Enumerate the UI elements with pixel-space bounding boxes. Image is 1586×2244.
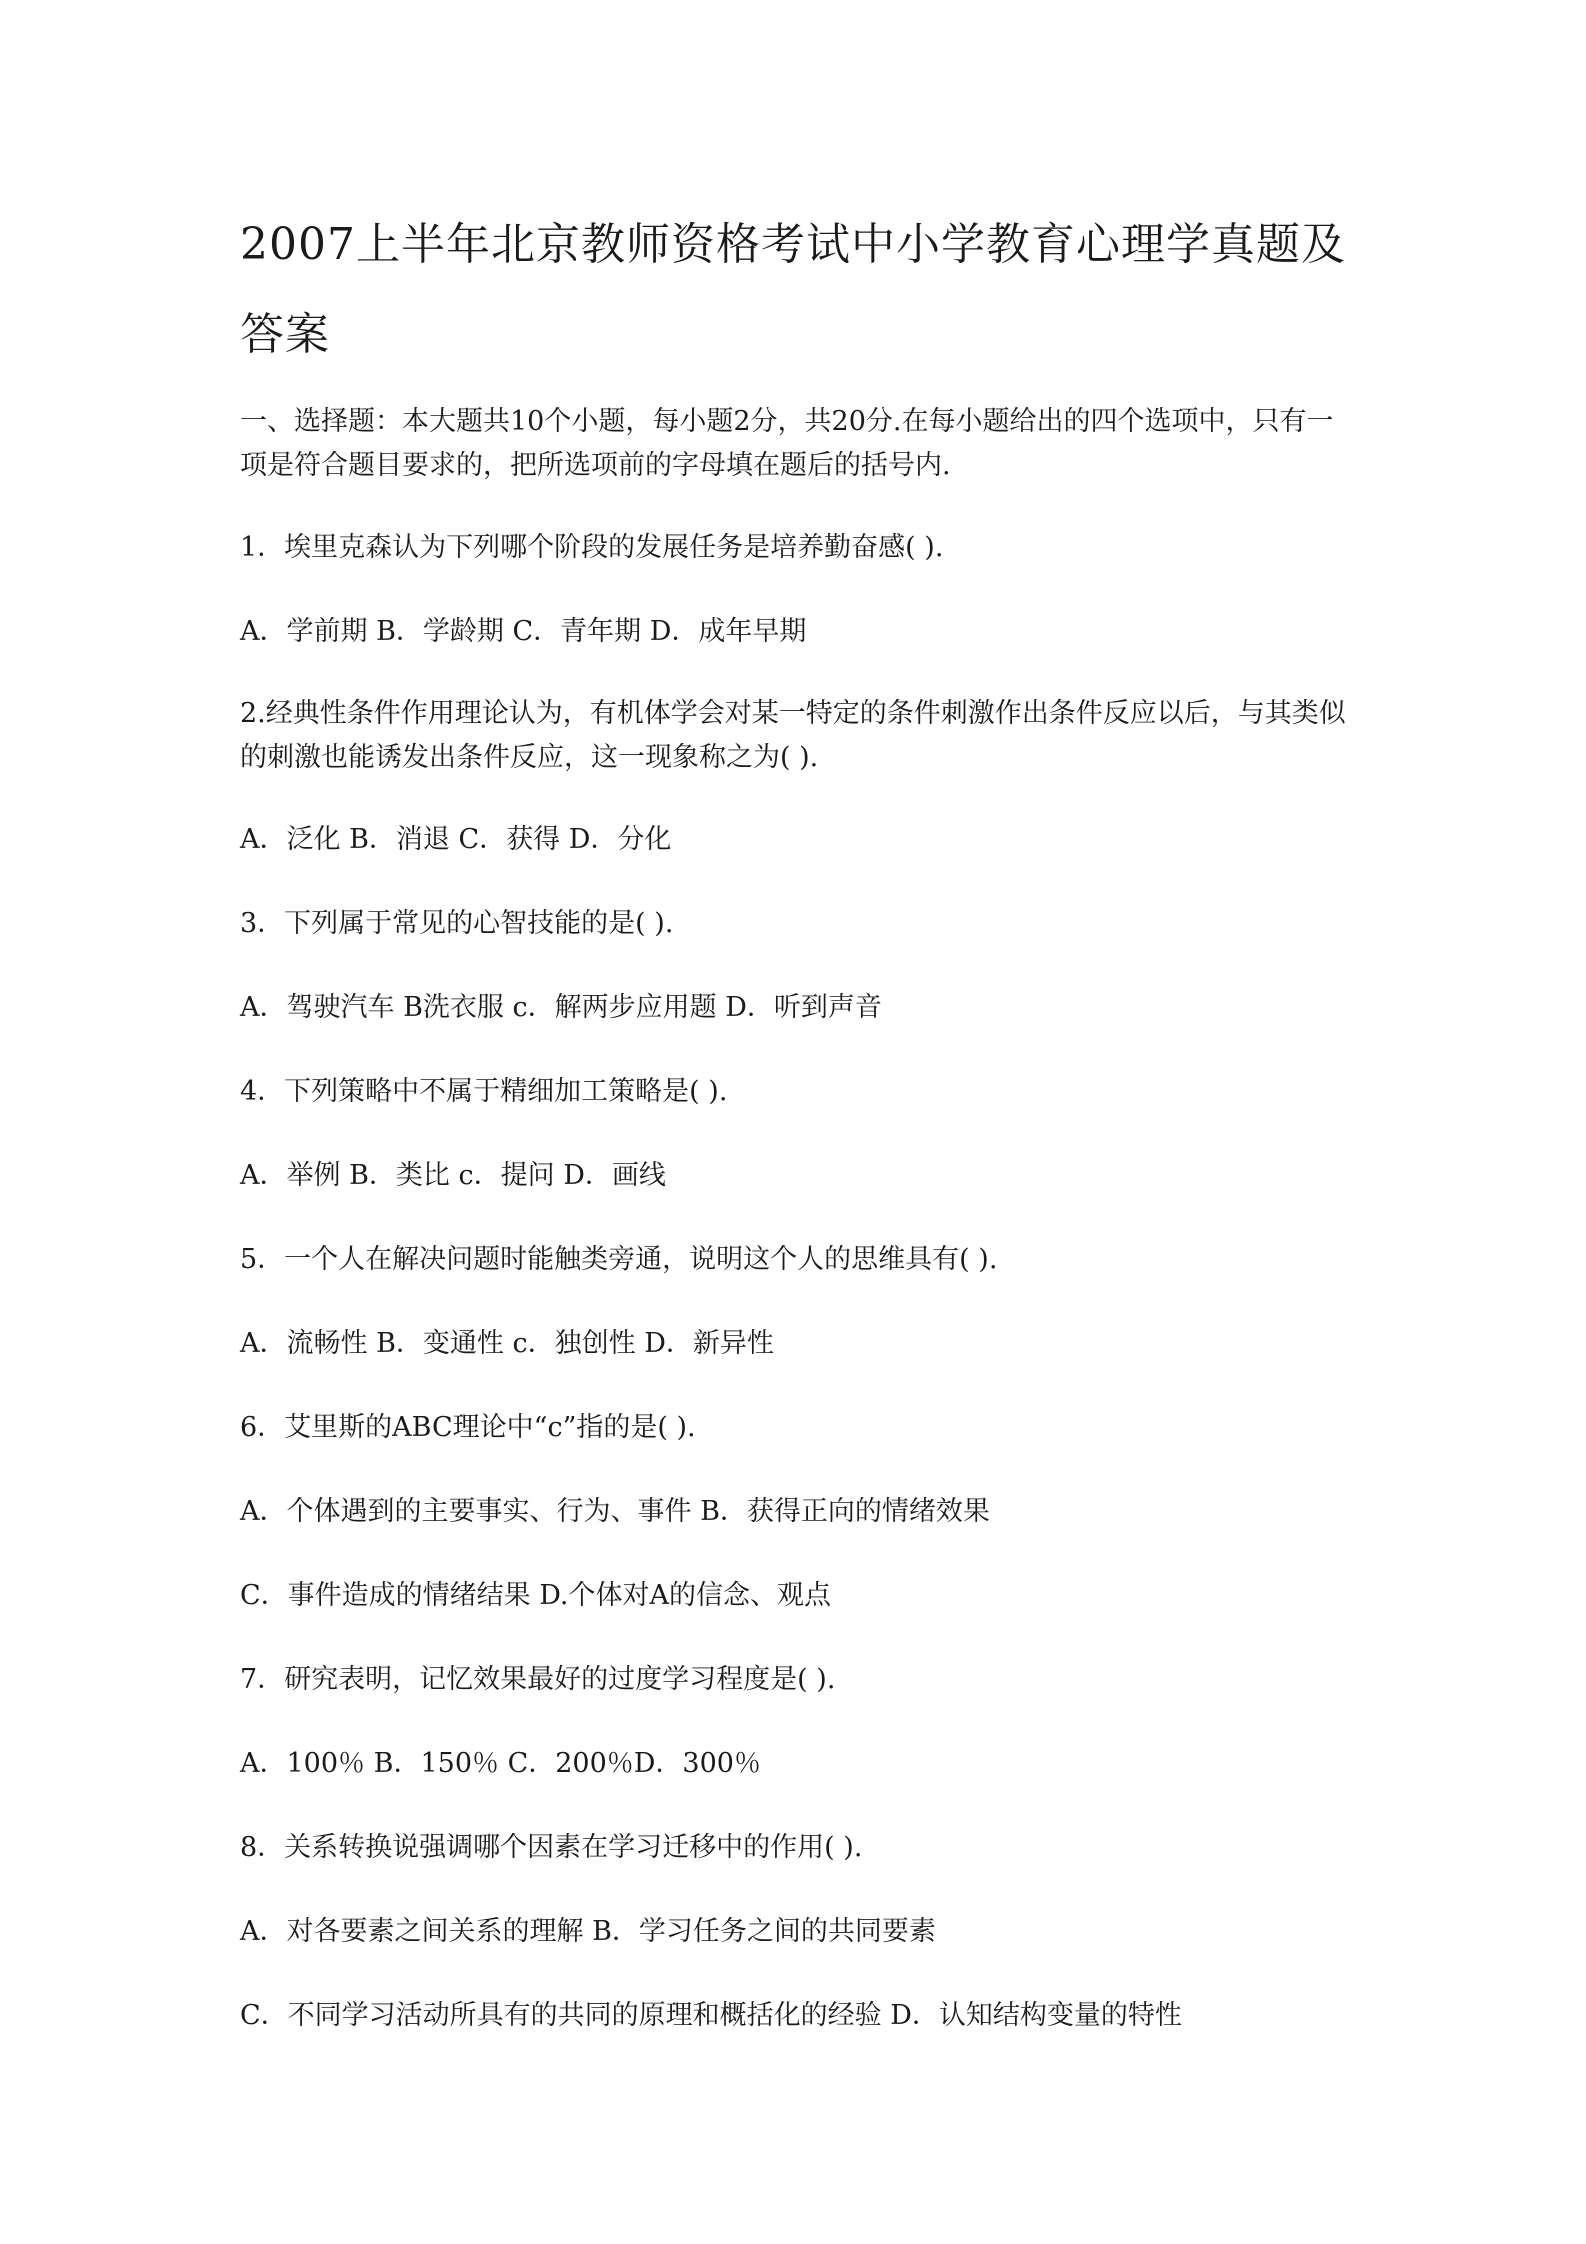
question-6-options-line-1: A．个体遇到的主要事实、行为、事件 B．获得正向的情绪效果 [240, 1496, 990, 1527]
section-intro: 一、选择题：本大题共10个小题，每小题2分，共20分.在每小题给出的四个选项中，只有一项是符合题目要求的，把所选项前的字母填在题后的括号内. [240, 406, 1334, 481]
question-2-options: A．泛化 B．消退 C．获得 D．分化 [240, 824, 672, 855]
question-4: 4．下列策略中不属于精细加工策略是( ). [240, 1076, 728, 1107]
question-7-options: A．100％ B．150％ C．200％D．300％ [240, 1748, 761, 1779]
question-8-options-line-2: C．不同学习活动所具有的共同的原理和概括化的经验 D．认知结构变量的特性 [240, 2000, 1182, 2031]
document-title: 2007上半年北京教师资格考试中小学教育心理学真题及答案 [240, 219, 1346, 360]
question-1: 1．埃里克森认为下列哪个阶段的发展任务是培养勤奋感( ). [240, 532, 944, 563]
question-8-options-line-1: A．对各要素之间关系的理解 B．学习任务之间的共同要素 [240, 1916, 936, 1947]
question-4-options: A．举例 B．类比 c．提问 D．画线 [240, 1160, 666, 1191]
question-1-options: A．学前期 B．学龄期 C．青年期 D．成年早期 [240, 616, 807, 647]
question-2: 2.经典性条件作用理论认为，有机体学会对某一特定的条件刺激作出条件反应以后，与其类似的刺激也能诱发出条件反应，这一现象称之为( ). [240, 698, 1346, 773]
question-6-options-line-2: C．事件造成的情绪结果 D.个体对A的信念、观点 [240, 1580, 832, 1611]
question-7: 7．研究表明，记忆效果最好的过度学习程度是( ). [240, 1664, 836, 1695]
question-3-options: A．驾驶汽车 B洗衣服 c．解两步应用题 D．听到声音 [240, 992, 882, 1023]
question-5-options: A．流畅性 B．变通性 c．独创性 D．新异性 [240, 1328, 774, 1359]
question-8: 8．关系转换说强调哪个因素在学习迁移中的作用( ). [240, 1832, 863, 1863]
question-3: 3．下列属于常见的心智技能的是( ). [240, 908, 674, 939]
question-5: 5．一个人在解决问题时能触类旁通，说明这个人的思维具有( ). [240, 1244, 998, 1275]
question-6: 6．艾里斯的ABC理论中“c”指的是( ). [240, 1412, 696, 1443]
